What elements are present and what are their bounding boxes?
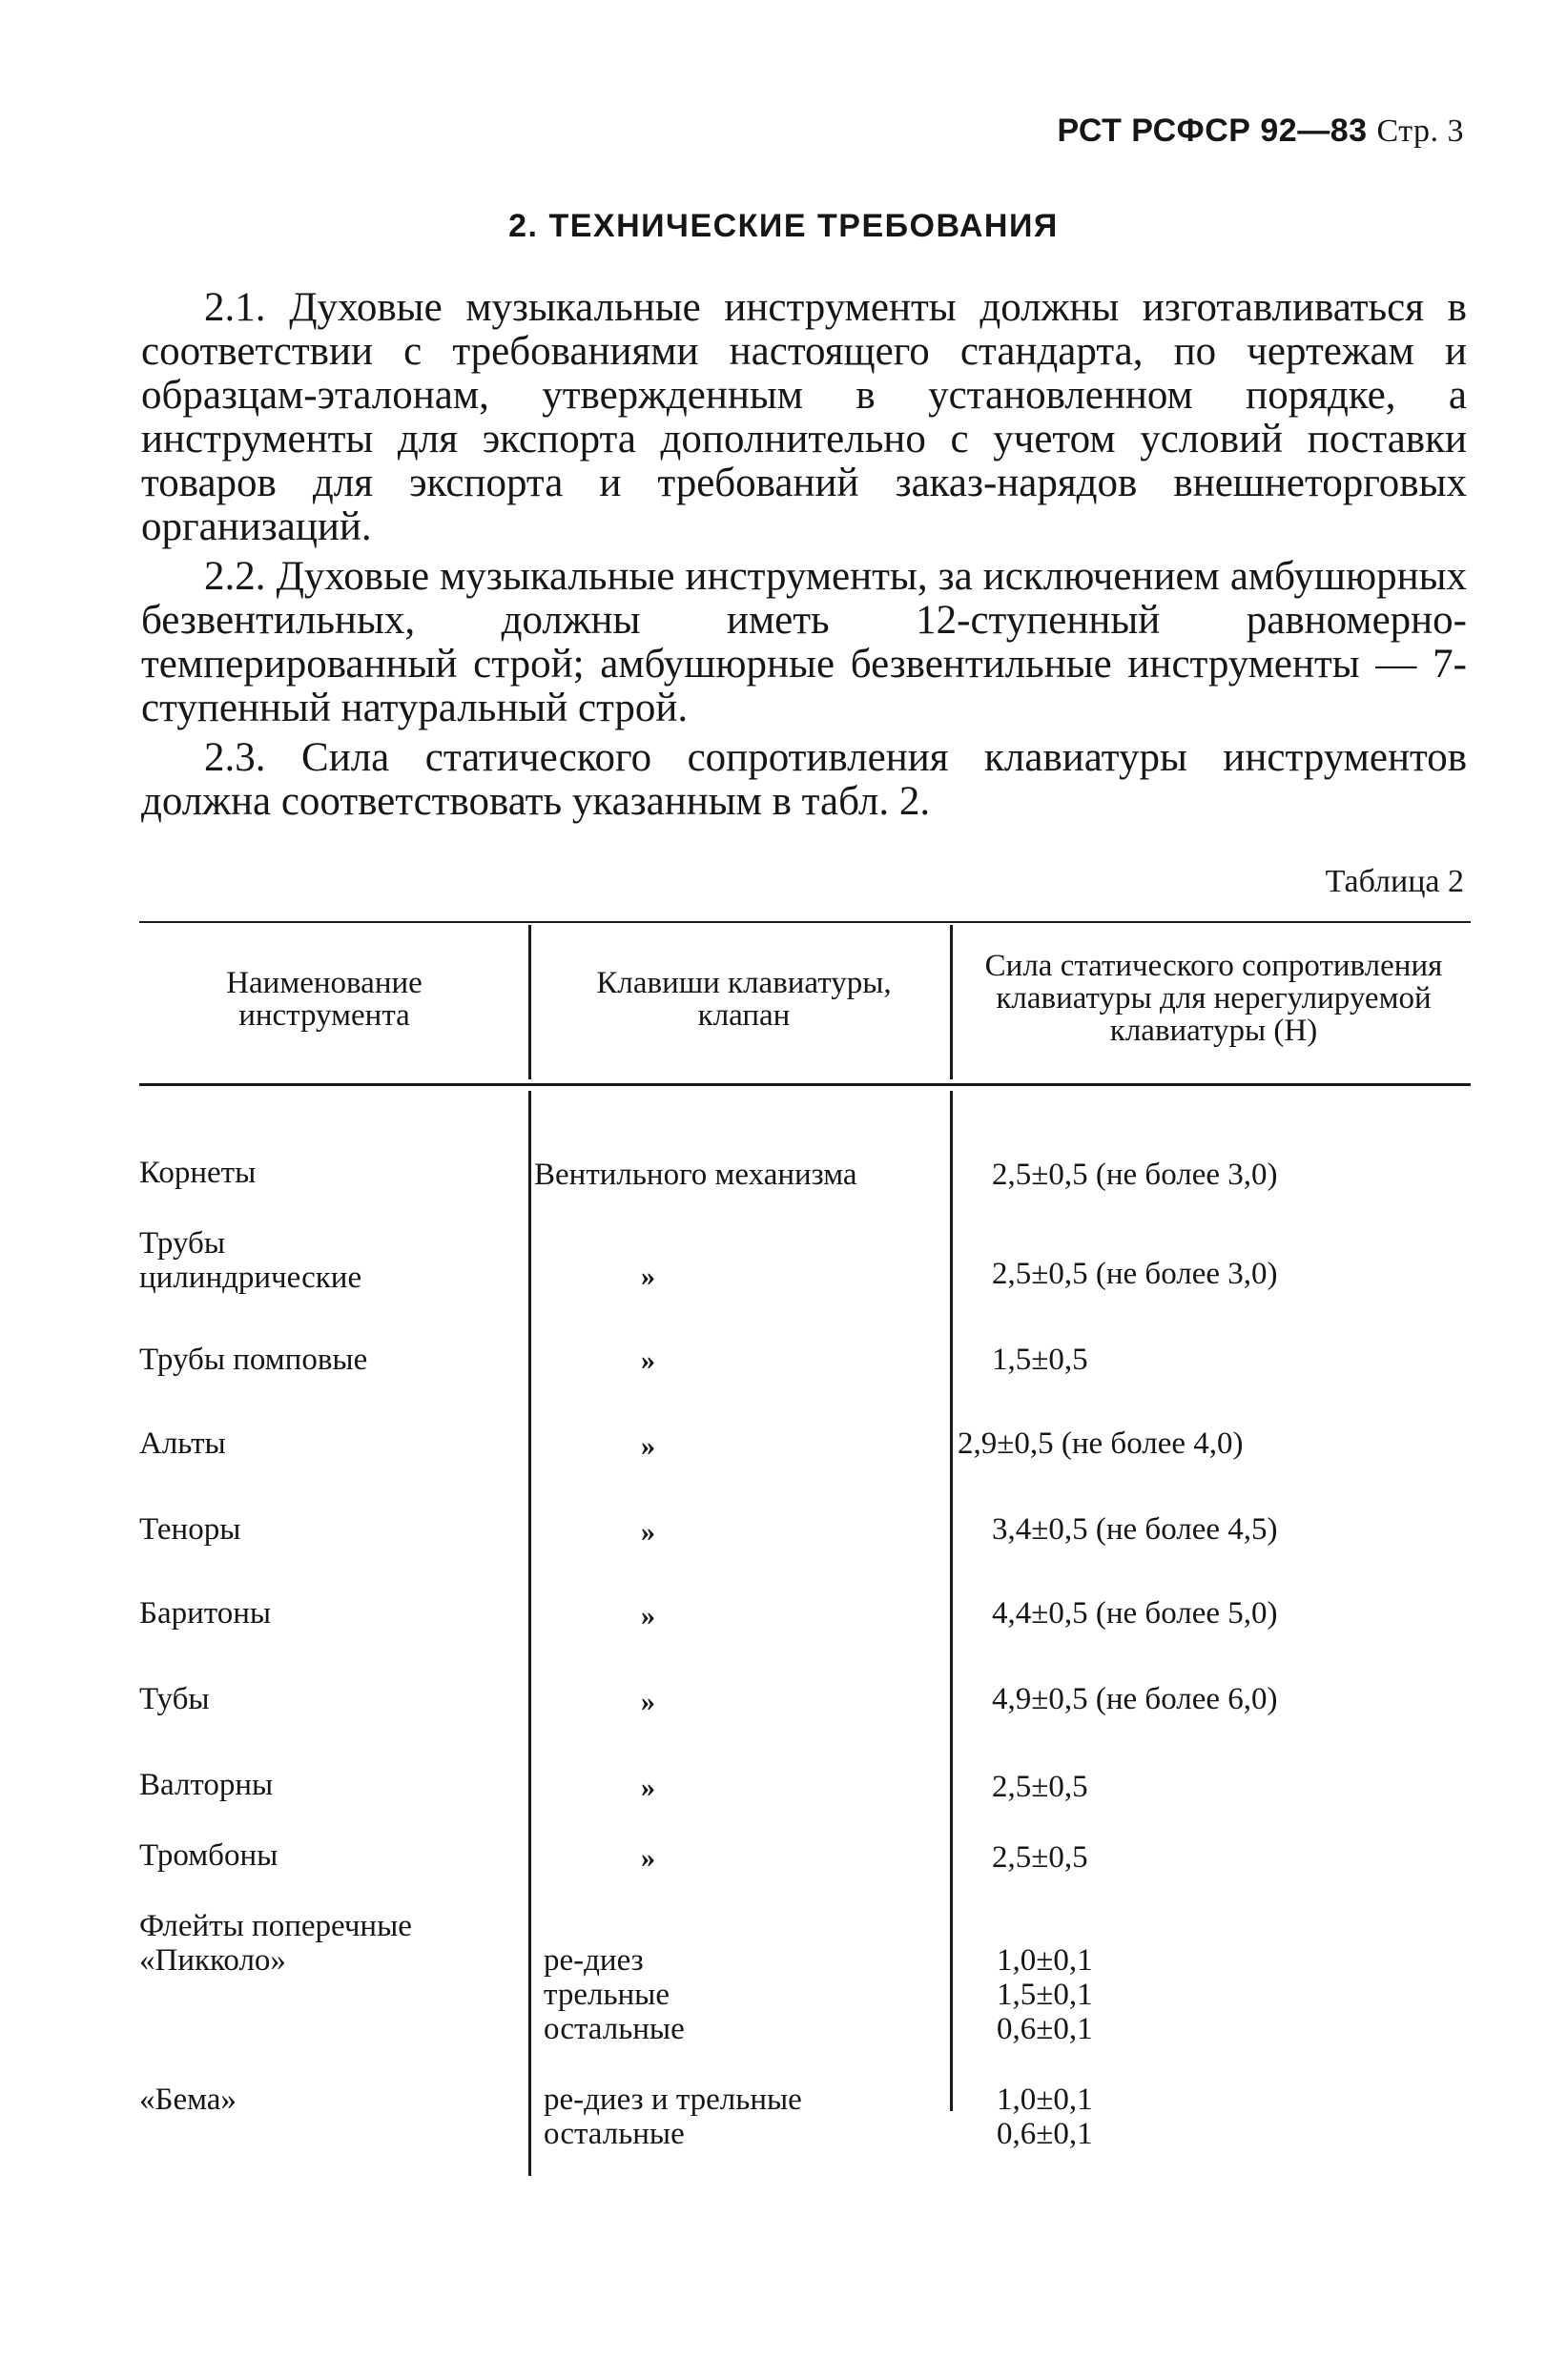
instrument-name: Флейты поперечные «Пикколо» (139, 1909, 412, 1978)
keys-cell: остальные (544, 2117, 685, 2151)
header-force: Сила статического сопротивления клавиатуры для нерегулируемой клавиатуры (Н) (984, 949, 1443, 1048)
instrument-name: Тубы (139, 1682, 210, 1716)
column-divider (950, 1091, 953, 2111)
table-top-rule (139, 921, 1471, 923)
section-title: 2. ТЕХНИЧЕСКИЕ ТРЕБОВАНИЯ (508, 208, 1059, 244)
body-text (141, 286, 1467, 830)
instrument-name: Альты (139, 1426, 226, 1461)
keys-cell: трельные (544, 1978, 670, 2012)
force-value: 2,9±0,5 (не более 4,0) (958, 1426, 1244, 1461)
paragraph-2-3: 2.3. Сила статического сопротивления клавиатуры инструментов должна соответствовать указанным в табл. 2. (141, 735, 1467, 824)
force-value: 0,6±0,1 (997, 2117, 1093, 2151)
ditto-mark: » (641, 1772, 655, 1803)
page-number: Стр. 3 (1376, 113, 1464, 149)
force-value: 4,4±0,5 (не более 5,0) (992, 1596, 1278, 1631)
keys-cell: остальные (544, 2012, 685, 2046)
table-caption: Таблица 2 (1325, 864, 1464, 899)
ditto-mark: » (641, 1842, 655, 1874)
instrument-name: Баритоны (139, 1596, 272, 1631)
keys-cell: Вентильного механизма (534, 1158, 857, 1192)
header-keys: Клавиши клавиатуры, клапан (596, 966, 892, 1033)
force-value: 1,5±0,5 (992, 1343, 1088, 1377)
keys-cell: ре-диез и трельные (544, 2082, 802, 2117)
ditto-mark: » (641, 1516, 655, 1548)
column-divider (528, 925, 531, 1079)
instrument-name: Валторны (139, 1768, 274, 1802)
force-value: 2,5±0,5 (992, 1840, 1088, 1875)
document-id: РСТ РСФСР 92—83 (1057, 113, 1368, 149)
force-value: 0,6±0,1 (997, 2012, 1093, 2046)
force-value: 2,5±0,5 (не более 3,0) (992, 1257, 1278, 1291)
force-value: 3,4±0,5 (не более 4,5) (992, 1512, 1278, 1547)
column-divider (950, 925, 953, 1079)
ditto-mark: » (641, 1261, 655, 1292)
force-value: 1,5±0,1 (997, 1978, 1093, 2012)
instrument-name: Корнеты (139, 1156, 257, 1190)
ditto-mark: » (641, 1430, 655, 1462)
force-value: 1,0±0,1 (997, 2082, 1093, 2117)
ditto-mark: » (641, 1344, 655, 1376)
table-header-rule (139, 1083, 1471, 1086)
instrument-name: Трубы цилиндрические (139, 1226, 362, 1295)
keys-cell: ре-диез (544, 1943, 644, 1978)
ditto-mark: » (641, 1686, 655, 1717)
header-instrument: Наименование инструмента (226, 966, 423, 1033)
instrument-name: «Бема» (139, 2082, 237, 2117)
force-value: 4,9±0,5 (не более 6,0) (992, 1682, 1278, 1716)
paragraph-2-1: 2.1. Духовые музыкальные инструменты должны изготавливаться в соответствии с требованиями настоящего стандарта, по чертежам и образцам-эталонам, утвержденным в установленном порядке, а инструменты для экспорта дополнительно с учетом условий поставки товаров для экспорта и требований заказ-нарядов внешнеторговых организаций. (141, 285, 1467, 549)
instrument-name: Трубы помповые (139, 1343, 368, 1377)
ditto-mark: » (641, 1600, 655, 1631)
paragraph-2-2: 2.2. Духовые музыкальные инструменты, за исключением амбушюрных безвентильных, должны иметь 12-ступенный равномерно-темперированный строй; амбушюрные безвентильные инструменты — 7-ступенный натуральный строй. (141, 554, 1467, 730)
instrument-name: Тромбоны (139, 1838, 278, 1873)
force-value: 2,5±0,5 (992, 1770, 1088, 1804)
page-header (1058, 113, 1464, 150)
force-value: 1,0±0,1 (997, 1943, 1093, 1978)
force-value: 2,5±0,5 (не более 3,0) (992, 1158, 1278, 1192)
instrument-name: Теноры (139, 1512, 241, 1547)
column-divider (528, 1091, 531, 2176)
